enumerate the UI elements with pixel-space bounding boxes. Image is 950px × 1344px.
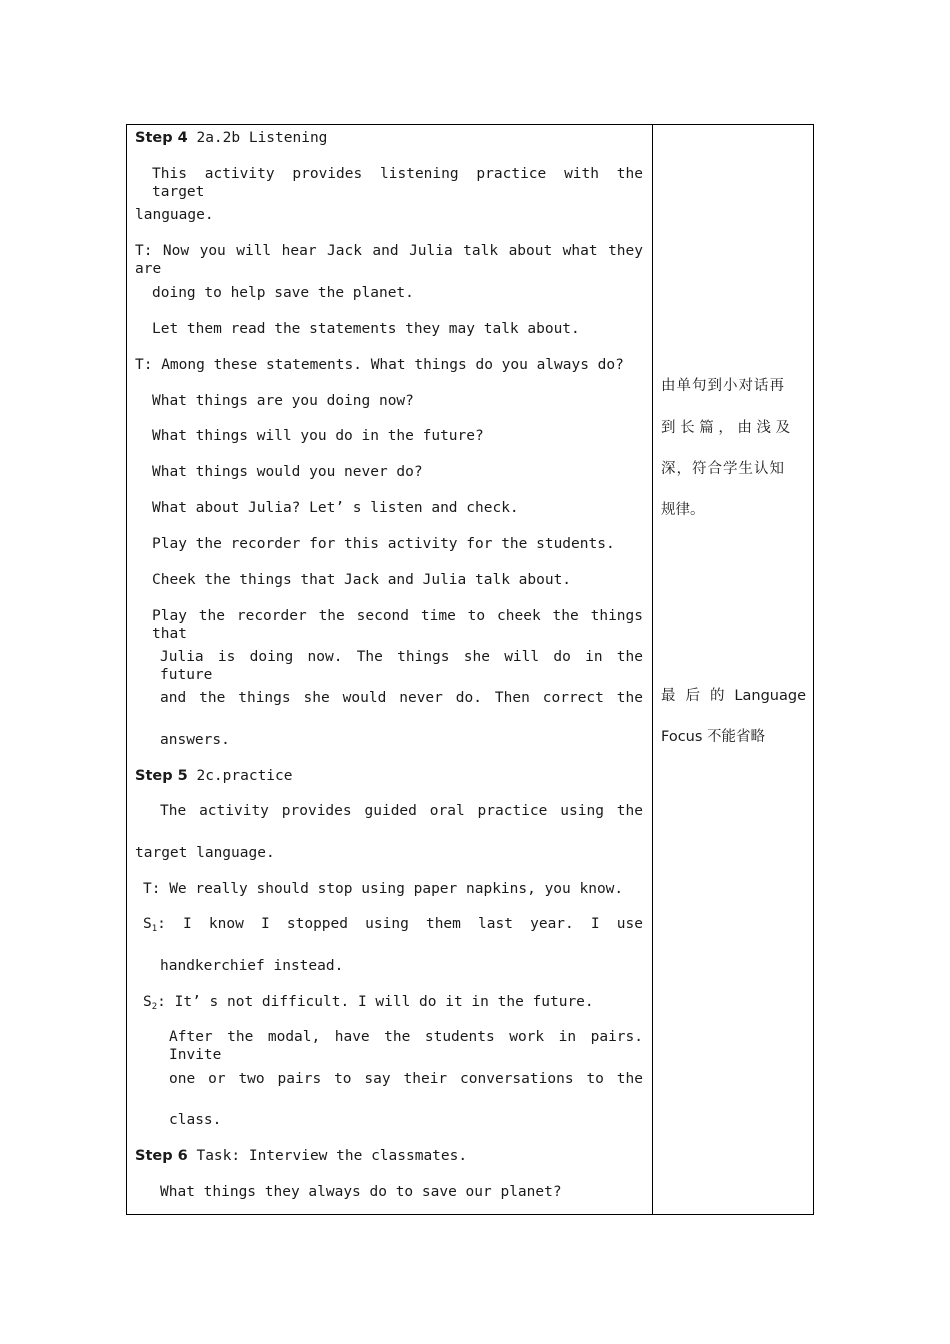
step5-pairs-line1: After the modal, have the students work in pairs. Invite — [169, 1029, 643, 1063]
step4-intro-line2: language. — [135, 207, 214, 223]
step5-title: 2c.practice — [196, 768, 293, 784]
step6-question: What things they always do to save our planet? — [160, 1184, 562, 1200]
step5-label: Step 5 — [135, 768, 188, 784]
note1-line3: 深，符合学生认知 — [661, 461, 785, 477]
step5-intro-line1: The activity provides guided oral practice using the — [160, 803, 643, 819]
step4-play-line6: answers. — [160, 732, 230, 748]
step4-question-3: What things would you never do? — [152, 464, 423, 480]
note1-line2: 到 长 篇 ， 由 浅 及 — [661, 420, 791, 436]
note1-line1: 由单句到小对话再 — [661, 378, 785, 394]
step4-intro-line1: This activity provides listening practice with the target — [152, 166, 643, 200]
step4-title: 2a.2b Listening — [196, 130, 328, 146]
note2-line1: 最 后 的 Language — [661, 688, 806, 704]
step4-teacher-line3: Let them read the statements they may talk about. — [152, 321, 580, 337]
step5-pairs-line3: class. — [169, 1112, 222, 1128]
step4-teacher-question: T: Among these statements. What things do you always do? — [135, 357, 624, 373]
note1-line4: 规律。 — [661, 502, 705, 518]
step4-teacher-line2: doing to help save the planet. — [152, 285, 414, 301]
step4-play-line4: Julia is doing now. The things she will do in the future — [160, 649, 643, 683]
step4-play-line5: and the things she would never do. Then correct the — [160, 690, 643, 706]
step4-heading — [135, 129, 327, 147]
column-divider — [652, 125, 653, 1214]
step4-play-line2: Cheek the things that Jack and Julia talk about. — [152, 572, 572, 588]
step5-student1-line2: handkerchief instead. — [160, 958, 344, 974]
step5-intro-line2: target language. — [135, 845, 275, 861]
step4-play-line1: Play the recorder for this activity for the students. — [152, 536, 615, 552]
step4-play-line3: Play the recorder the second time to cheek the things that — [152, 608, 643, 642]
step6-title: Task: Interview the classmates. — [196, 1148, 468, 1164]
step5-heading — [135, 767, 293, 785]
step5-pairs-line2: one or two pairs to say their conversations to the — [169, 1071, 643, 1087]
step6-heading — [135, 1147, 467, 1165]
step4-question-4: What about Julia? Let’ s listen and check. — [152, 500, 519, 516]
step4-label: Step 4 — [135, 130, 188, 146]
step4-teacher-line1: T: Now you will hear Jack and Julia talk about what they are — [135, 243, 643, 277]
step5-student1-line1: $S_1$: I know I stopped using them last year. I use — [143, 916, 643, 934]
step6-label: Step 6 — [135, 1148, 188, 1164]
step5-student2-line: $S_2$: It’ s not difficult. I will do it in the future. — [143, 994, 594, 1012]
step5-teacher-line: T: We really should stop using paper napkins, you know. — [143, 881, 624, 897]
step4-question-1: What things are you doing now? — [152, 393, 414, 409]
note2-line2: Focus 不能省略 — [661, 729, 766, 745]
step4-question-2: What things will you do in the future? — [152, 428, 484, 444]
